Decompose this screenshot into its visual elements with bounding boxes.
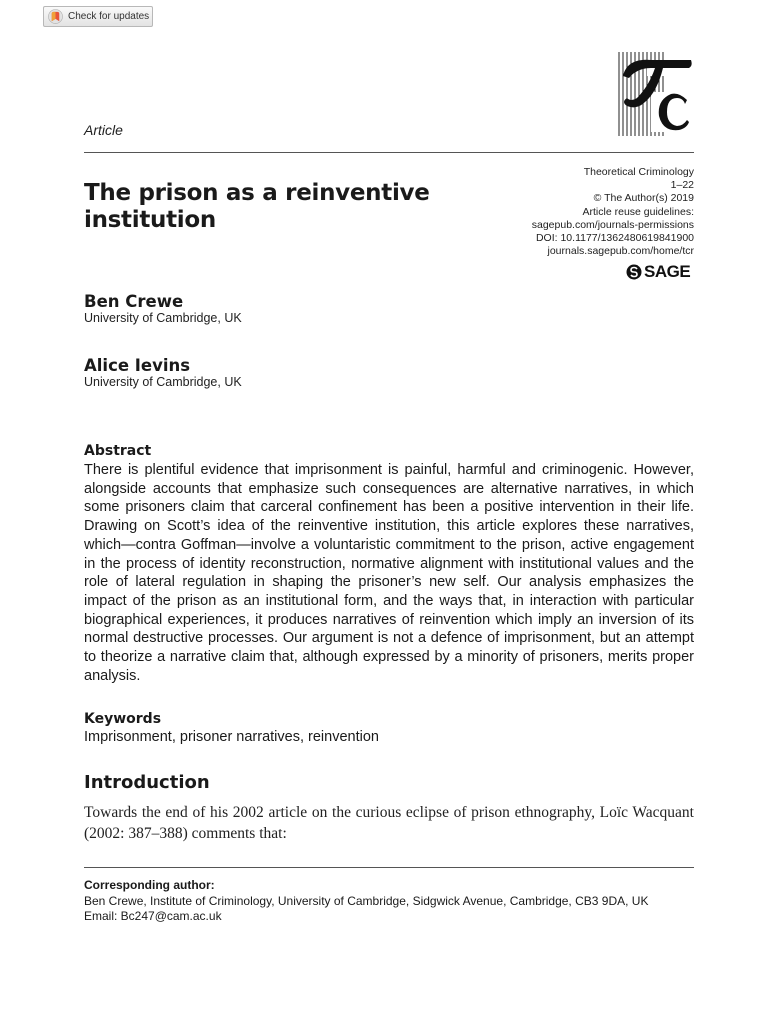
check-for-updates-button[interactable] xyxy=(43,6,153,27)
article-title: The prison as a reinventive institution xyxy=(84,180,430,233)
permissions-link[interactable]: sagepub.com/journals-permissions xyxy=(531,218,694,231)
publisher-name: SAGE xyxy=(644,262,691,281)
author-affiliation: University of Cambridge, UK xyxy=(84,311,242,325)
corresponding-email[interactable]: Email: Bc247@cam.ac.uk xyxy=(84,909,222,923)
introduction-heading: Introduction xyxy=(84,772,210,793)
keywords-heading: Keywords xyxy=(84,711,162,727)
journal-logo-icon xyxy=(617,52,693,136)
sage-s-icon xyxy=(626,264,642,280)
corresponding-heading: Corresponding author: xyxy=(84,878,215,892)
journal-info xyxy=(532,166,694,258)
copyright: © The Author(s) 2019 xyxy=(593,192,694,205)
corresponding-address: Ben Crewe, Institute of Criminology, University of Cambridge, Sidgwick Avenue, Cambridge, CB3 9DA, UK xyxy=(84,893,649,908)
update-icon xyxy=(48,9,63,24)
journal-name: Theoretical Criminology xyxy=(583,166,694,178)
author-block xyxy=(84,292,242,325)
corresponding-author-footnote xyxy=(84,878,648,925)
doi-link[interactable]: DOI: 10.1177/1362480619841900 xyxy=(535,232,694,245)
introduction-text: Towards the end of his 2002 article on the curious eclipse of prison ethnography, Loïc Wacquant (2002: 387–388) comments that: xyxy=(84,804,694,842)
header-divider xyxy=(84,152,694,153)
footnote-divider xyxy=(84,867,694,868)
keywords-text: Imprisonment, prisoner narratives, reinvention xyxy=(84,729,379,745)
article-type-label: Article xyxy=(84,122,123,138)
publisher-logo xyxy=(626,262,690,282)
journal-home-link[interactable]: journals.sagepub.com/home/tcr xyxy=(547,245,694,258)
page-range: 1–22 xyxy=(670,179,694,192)
check-for-updates-label: Check for updates xyxy=(68,11,150,22)
abstract-heading: Abstract xyxy=(84,443,152,459)
abstract-text: There is plentiful evidence that imprisonment is painful, harmful and criminogenic. However, alongside accounts that emphasize such consequences are alternative narratives, in which some prisoners claim that carceral confinement has been a positive intervention in their life. Drawing on Scott’s idea of the reinventive institution, this article explores these narratives, which—contra Goffman—involve a voluntaristic commitment to the prison, active engagement in the process of identity reconstruction, normative alignment with institutional values and the role of lateral regulation in shaping the prisoner’s new self. Our analysis emphasizes the impact of the prison as an institutional form, and the ways that, in interaction with particular biographical experiences, it produces narratives of reinvention which imply an inversion of its normal destructive processes. Our argument is not a defence of imprisonment, but an attempt to theorize a narrative claim that, although expressed by a minority of prisoners, merits proper analysis. xyxy=(84,462,694,684)
author-block xyxy=(84,356,242,389)
author-name: Alice Ievins xyxy=(84,356,191,375)
author-name: Ben Crewe xyxy=(84,292,184,311)
author-affiliation: University of Cambridge, UK xyxy=(84,375,242,389)
reuse-guidelines-label: Article reuse guidelines: xyxy=(582,205,694,218)
